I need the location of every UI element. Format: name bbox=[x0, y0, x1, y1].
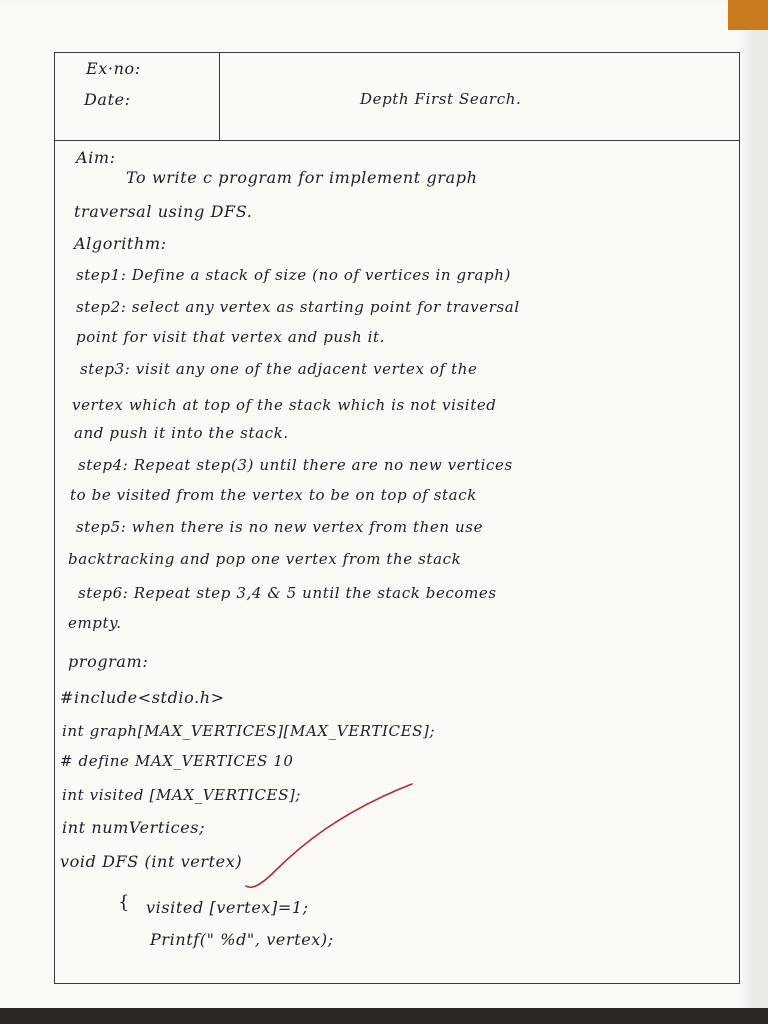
algorithm-line: step3: visit any one of the adjacent vertex of the bbox=[80, 360, 478, 378]
algorithm-line: step5: when there is no new vertex from then use bbox=[76, 518, 484, 536]
code-line: # define MAX_VERTICES 10 bbox=[60, 752, 294, 770]
exno-label: Ex·no: bbox=[86, 59, 141, 78]
algorithm-line: to be visited from the vertex to be on top of stack bbox=[70, 486, 477, 504]
code-line: int visited [MAX_VERTICES]; bbox=[62, 786, 302, 804]
code-line: Printf(" %d", vertex); bbox=[150, 930, 334, 949]
code-line: #include<stdio.h> bbox=[60, 688, 225, 707]
algorithm-heading: Algorithm: bbox=[74, 234, 167, 253]
aim-heading: Aim: bbox=[76, 148, 116, 167]
background-strip bbox=[752, 0, 768, 1024]
algorithm-line: step2: select any vertex as starting point for traversal bbox=[76, 298, 520, 316]
algorithm-line: empty. bbox=[68, 614, 122, 632]
bottom-edge bbox=[0, 1008, 768, 1024]
algorithm-line: backtracking and pop one vertex from the stack bbox=[68, 550, 462, 568]
algorithm-line: step4: Repeat step(3) until there are no new vertices bbox=[78, 456, 513, 474]
program-heading: program: bbox=[68, 652, 149, 671]
code-line: int graph[MAX_VERTICES][MAX_VERTICES]; bbox=[62, 722, 436, 740]
algorithm-line: step1: Define a stack of size (no of vertices in graph) bbox=[76, 266, 511, 284]
code-brace: { bbox=[118, 892, 131, 913]
orange-corner bbox=[728, 0, 768, 30]
code-line: visited [vertex]=1; bbox=[146, 898, 309, 917]
code-line: void DFS (int vertex) bbox=[60, 852, 243, 871]
algorithm-line: point for visit that vertex and push it. bbox=[76, 328, 386, 346]
page-title: Depth First Search. bbox=[360, 90, 522, 108]
aim-line-1: To write c program for implement graph bbox=[126, 168, 478, 187]
aim-line-2: traversal using DFS. bbox=[74, 202, 253, 221]
algorithm-line: vertex which at top of the stack which is not visited bbox=[72, 396, 497, 414]
algorithm-line: step6: Repeat step 3,4 & 5 until the stack becomes bbox=[78, 584, 497, 602]
date-label: Date: bbox=[84, 90, 131, 109]
code-line: int numVertices; bbox=[62, 818, 206, 837]
algorithm-line: and push it into the stack. bbox=[74, 424, 289, 442]
